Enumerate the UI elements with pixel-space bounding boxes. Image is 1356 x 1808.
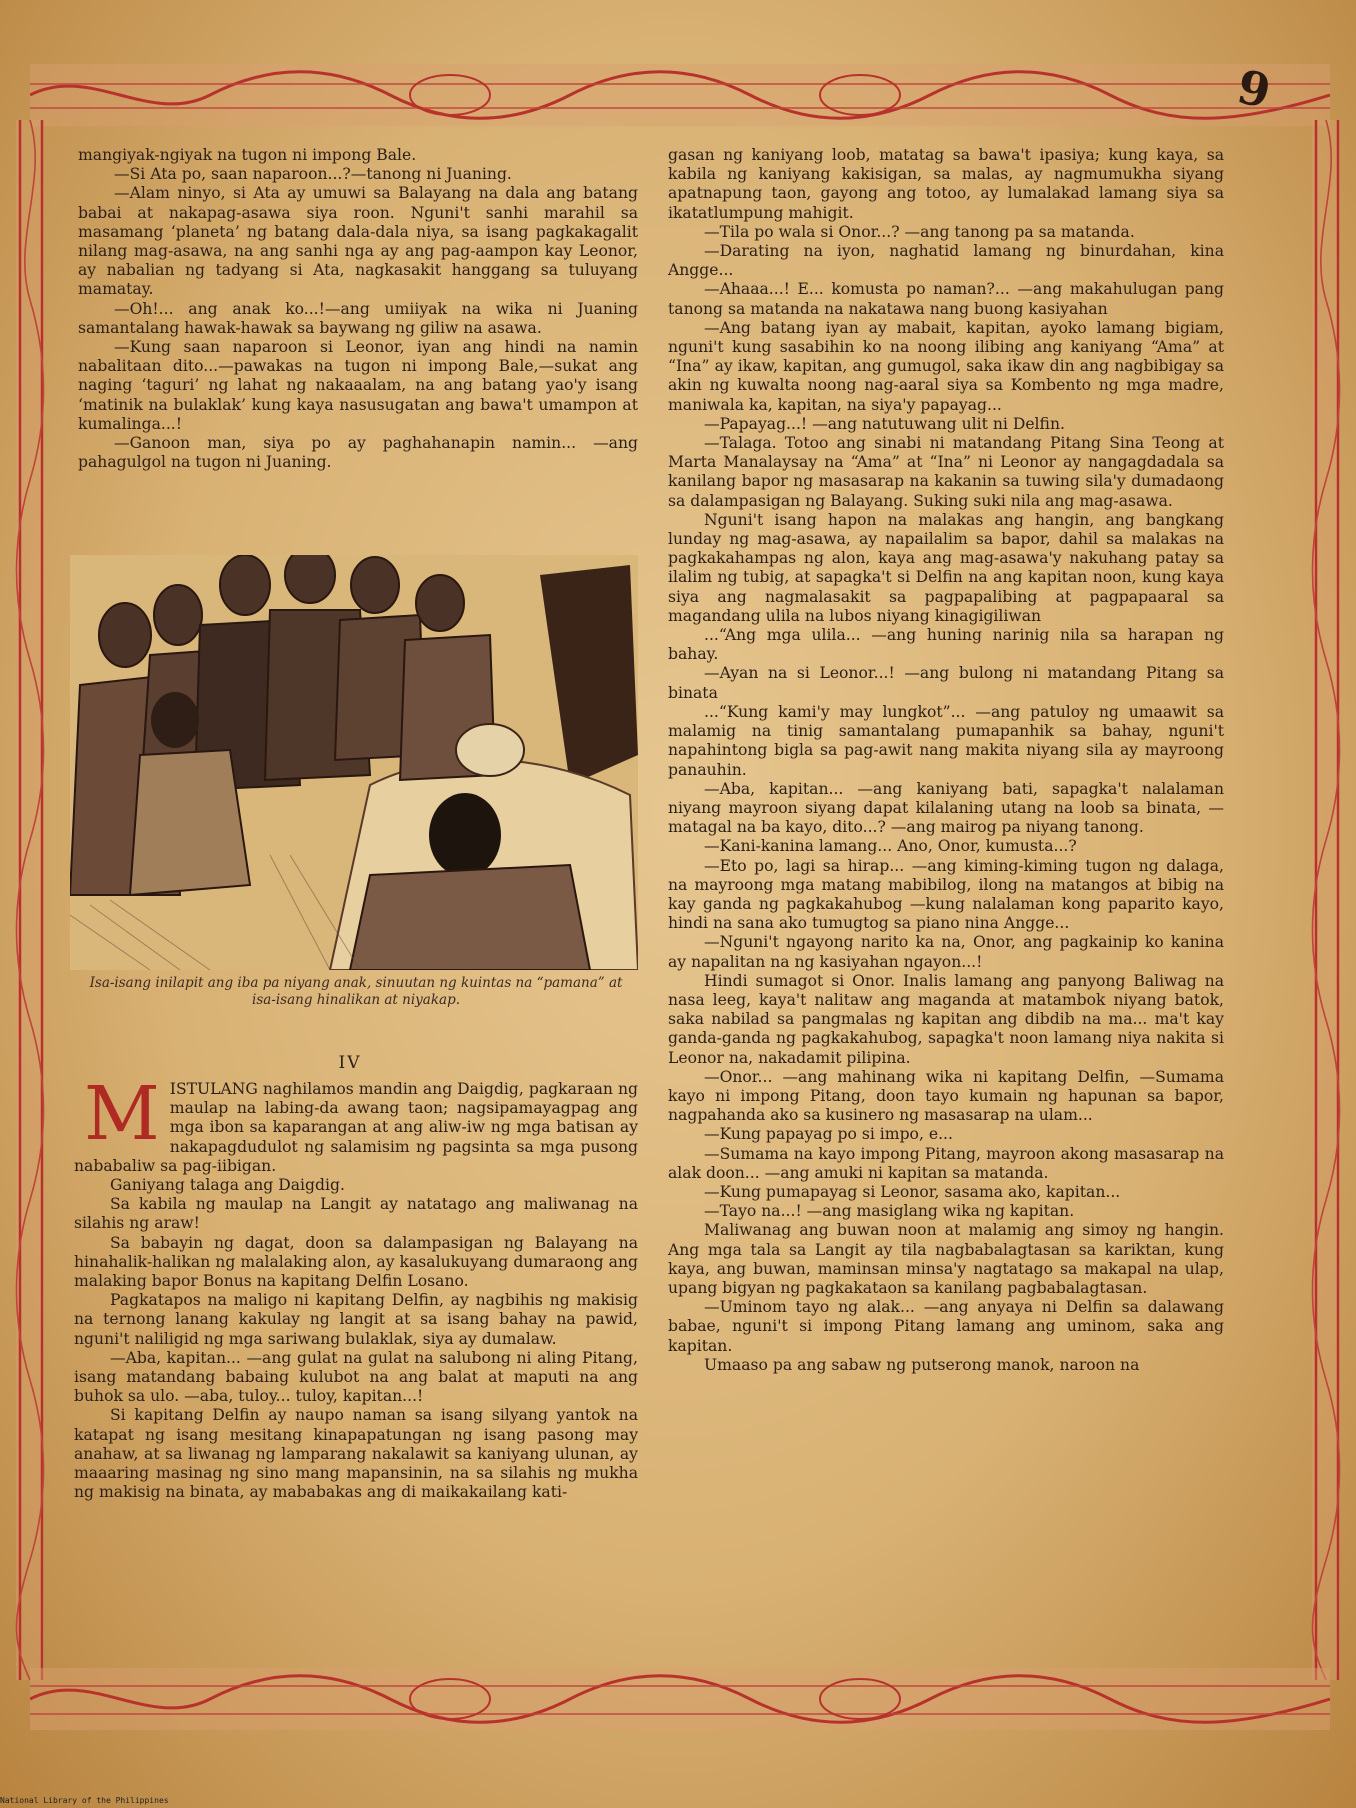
paragraph: —Nguni't ngayong narito ka na, Onor, ang pagkainip ko kanina ay napalitan na ng kasiyahan ngayon...! — [668, 933, 1224, 971]
paragraph: —Ahaaa...! E... komusta po naman?... —ang makahulugan pang tanong sa matanda na nakatawa nang buong kasiyahan — [668, 280, 1224, 318]
paragraph: —Onor... —ang mahinang wika ni kapitang Delfin, —Sumama kayo ni impong Pitang, doon tayo kumain ng hapunan sa bapor, nagpahanda ako sa kusinero ng masasarap na ulam... — [668, 1067, 1224, 1125]
paragraph: Pagkatapos na maligo ni kapitang Delfin, ay nagbihis ng makisig na ternong lanang kakulay ng langit at sa isang bahay na pawid, nguni't naliligid ng mga sariwang bulaklak, siya ay dumalaw. — [74, 1291, 638, 1348]
paragraph: Si kapitang Delfin ay naupo naman sa isang silyang yantok na katapat ng isang mesitang kinapapatungan ng isang pasong may anahaw, at sa liwanag ng lamparang nakalawit sa kaniyang ulunan, ay maaaring masinag ng sino mang mapansinin, na sa silahis ng mukha ng makisig na binata, ay mababakas ang di maikakailang kati- — [74, 1406, 638, 1502]
paragraph: gasan ng kaniyang loob, matatag sa bawa't ipasiya; kung kaya, sa kabila ng kaniyang kakisigan, sa malas, ay nagmumukha siyang apatnapung taon, gayong ang totoo, ay lumalakad lamang siya sa ikatatlumpung mahigit. — [668, 146, 1224, 222]
paragraph: —Ganoon man, siya po ay paghahanapin namin... —ang pahagulgol na tugon ni Juaning. — [78, 434, 638, 472]
paragraph: ISTULANG naghilamos mandin ang Daigdig, pagkaraan ng maulap na labing-da awang taon; nagsipamayagpag ang mga ibon sa kaparangan at ang aliw-iw ng mga batisan ay nakapagdudulot ng salamisim ng pagsinta sa mga pusong nababaliw sa pag-iibigan. — [74, 1080, 638, 1175]
paragraph: Umaaso pa ang sabaw ng putserong manok, naroon na — [704, 1355, 1140, 1374]
left-column-text — [78, 146, 638, 472]
paragraph: Maliwanag ang buwan noon at malamig ang simoy ng hangin. Ang mga tala sa Langit ay tila nagbabalagtasan sa kariktan, kung kaya, ang buwan, maminsan minsa'y nagtatago sa makapal na ulap, upang bigyan ng pagkakataon sa kanilang pagbabalagtasan. — [668, 1221, 1224, 1297]
paragraph: ...“Kung kami'y may lungkot”... —ang patuloy ng umaawit sa malamig na tinig samantalang pumapanhik sa bahay, nguni't napahintong bigla sa pag-awit nang makita niyang sila ay mayroong panauhin. — [668, 702, 1224, 779]
paragraph: Ganiyang talaga ang Daigdig. — [110, 1176, 345, 1195]
paragraph: —Uminom tayo ng alak... —ang anyaya ni Delfin sa dalawang babae, nguni't si impong Pitang lamang ang uminom, saka ang kapitan. — [668, 1298, 1224, 1355]
paragraph: —Darating na iyon, naghatid lamang ng binurdahan, kina Angge... — [668, 242, 1224, 280]
paragraph: —Oh!... ang anak ko...!—ang umiiyak na wika ni Juaning samantalang hawak-hawak sa baywang ng giliw na asawa. — [78, 299, 638, 337]
paragraph: —Aba, kapitan... —ang kaniyang bati, sapagka't nalalaman niyang mayroon siyang dapat kilalaning utang na loob sa binata, —matagal na ba kayo, dito...? —ang mairog pa niyang tanong. — [668, 779, 1224, 837]
paragraph: —Kani-kanina lamang... Ano, Onor, kumusta...? — [704, 837, 1077, 856]
paragraph: Sa babayin ng dagat, doon sa dalampasigan ng Balayang na hinahalik-halikan ng malalaking alon, ay kasalukuyang dumaraong ang malaking bapor Bonus na kapitang Delfin Losano. — [74, 1233, 638, 1291]
chapter-heading: IV — [338, 1053, 362, 1073]
chapter-text — [74, 1071, 638, 1502]
paragraph: ...“Ang mga ulila... —ang huning narinig nila sa harapan ng bahay. — [668, 626, 1224, 664]
ornamental-border-bottom — [30, 1668, 1330, 1730]
footer-credit: National Library of the Philippines — [0, 1796, 169, 1805]
paragraph: —Tayo na...! —ang masiglang wika ng kapitan. — [704, 1202, 1075, 1221]
paragraph: —Papayag...! —ang natutuwang ulit ni Delfin. — [704, 414, 1065, 433]
paragraph: —Si Ata po, saan naparoon...?—tanong ni Juaning. — [114, 165, 512, 184]
paragraph: —Kung pumapayag si Leonor, sasama ako, kapitan... — [704, 1182, 1121, 1201]
paragraph: —Talaga. Totoo ang sinabi ni matandang Pitang Sina Teong at Marta Manalaysay na “Ama” at “Ina” ni Leonor ay nangagdadala sa kanilang bapor ng masasarap na kakanin sa tuwing sila'y dumadaong sa dalampasigan ng Balayang. Suking suki nila ang mag-asawa. — [668, 434, 1224, 510]
paragraph: —Alam ninyo, si Ata ay umuwi sa Balayang na dala ang batang babai at nakapag-asawa siya roon. Nguni't sanhi marahil sa masamang ‘planeta’ ng batang dala-dala niya, sa isang pagkakagalit nilang mag-asawa, na ang sanhi nga ay ang pag-aampon kay Leonor, ay nabalian ng tadyang si Ata, nagkasakit hanggang sa tuluyang mamatay. — [78, 184, 638, 299]
paragraph: Sa kabila ng maulap na Langit ay natatago ang maliwanag na silahis ng araw! — [74, 1195, 638, 1233]
paragraph: mangiyak-ngiyak na tugon ni impong Bale. — [78, 146, 417, 164]
paragraph: Hindi sumagot si Onor. Inalis lamang ang panyong Baliwag na nasa leeg, kaya't nalitaw ang maganda at matambok niyang batok, saka nabilad sa pangmalas ng kapitan ang dibdib na ma... ma't kay ganda-ganda ng pagkakahubog, sapagka't noon lamang niya nakita si Leonor na, nakadamit pilipina. — [668, 971, 1224, 1067]
story-illustration — [70, 555, 638, 970]
paragraph: —Sumama na kayo impong Pitang, mayroon akong masasarap na alak doon... —ang amuki ni kapitan sa matanda. — [668, 1144, 1224, 1182]
ornamental-border-left — [8, 120, 52, 1680]
paragraph: —Ayan na si Leonor...! —ang bulong ni matandang Pitang sa binata — [668, 664, 1224, 702]
ornamental-border-right — [1304, 120, 1348, 1680]
page-number: 9 — [1232, 59, 1276, 119]
paragraph: —Ang batang iyan ay mabait, kapitan, ayoko lamang bigiam, nguni't kung sasabihin ko na noong ilibing ang kaniyang “Ama” at “Ina” ay ikaw, kapitan, ang gumugol, saka ikaw din ang nagbibigay sa akin ng kuwalta noong nag-aaral siya sa Kombento ng mga madre, maniwala ka, kapitan, na siya'y papayag... — [668, 318, 1224, 414]
paragraph: —Aba, kapitan... —ang gulat na gulat na salubong ni aling Pitang, isang matandang babaing kulubot na ang balat at maputi na ang buhok sa ulo. —aba, tuloy... tuloy, kapitan...! — [74, 1348, 638, 1406]
drop-cap: M — [84, 1071, 160, 1157]
ornamental-border-top — [30, 64, 1330, 126]
paragraph: —Kung papayag po si impo, e... — [704, 1125, 953, 1144]
right-column-text — [668, 146, 1224, 1375]
paragraph: —Eto po, lagi sa hirap... —ang kiming-kiming tugon ng dalaga, na mayroong mga matang mabibilog, ilong na matangos at bibig na kay ganda ng pagkakahubog —kung nalalaman kong paparito kayo, hindi na sana ako tumugtog sa piano nina Angge... — [668, 856, 1224, 933]
paragraph: Nguni't isang hapon na malakas ang hangin, ang bangkang lunday ng mag-asawa, ay napailalim sa bapor, dahil sa malakas na pagkakahampas ng alon, kaya ang mag-asawa'y nakuhang patay sa ilalim ng tubig, at sapagka't si Delfin na ang kapitan noon, kung kaya siya ang nagmalasakit sa pagpapalibing at pagpapaaral sa magandang ulila na lubos niyang kinagigiliwan — [668, 510, 1224, 625]
paragraph: —Kung saan naparoon si Leonor, iyan ang hindi na namin nabalitaan dito...—pawakas na tugon ni impong Bale,—sukat ang naging ‘taguri’ ng lahat ng nakaaalam, na ang batang yao'y isang ‘matinik na bulaklak’ kung kaya nasusugatan ang bawa't umampon at kumalinga...! — [78, 338, 638, 433]
paragraph: —Tila po wala si Onor...? —ang tanong pa sa matanda. — [704, 222, 1135, 241]
illustration-caption: Isa-isang inilapit ang iba pa niyang anak, sinuutan ng kuintas na “pamana” at isa-isang hinalikan at niyakap. — [89, 975, 623, 1008]
